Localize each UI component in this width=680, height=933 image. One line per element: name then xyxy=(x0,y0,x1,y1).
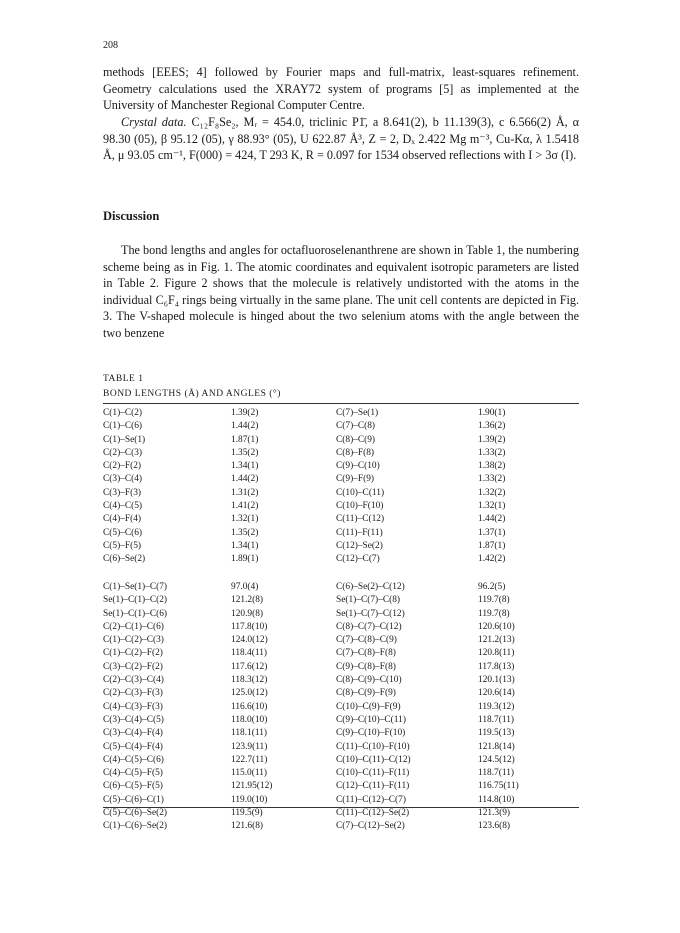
bond-label: C(3)–C(2)–F(2) xyxy=(103,661,163,672)
bond-label: C(11)–C(12)–Se(2) xyxy=(336,808,410,819)
bond-length-row xyxy=(103,540,579,553)
page-number: 208 xyxy=(103,40,118,51)
bond-label: C(8)–C(7)–C(12) xyxy=(336,621,402,632)
bond-label: C(9)–C(10)–F(10) xyxy=(336,728,406,739)
bond-value: 119.3(12) xyxy=(478,701,515,712)
bond-angle-row xyxy=(103,608,579,621)
bond-value: 121.6(8) xyxy=(231,821,264,832)
bond-value: 97.0(4) xyxy=(231,582,259,592)
discussion-paragraph: The bond lengths and angles for octafluoroselenanthrene are shown in Table 1, the numbering scheme being as in Fig. 1. The atomic coordinates and equivalent isotropic parameters are listed in Table 2. Figure 2 shows that the molecule is relatively undistorted with the atoms in the individual C₆F₄ rings being virtually in the same plane. The unit cell contents are depicted in Fig. 3. The V-shaped molecule is hinged about the two selenium atoms with the angle between the two benzene xyxy=(103,243,579,340)
bond-label: C(1)–Se(1) xyxy=(103,434,146,445)
bond-angle-row xyxy=(103,767,579,780)
bond-label: C(7)–C(8)–F(8) xyxy=(336,648,396,659)
bond-angle-row xyxy=(103,741,579,754)
bond-label: C(8)–F(8) xyxy=(336,447,375,458)
methods-paragraph: methods [EEES; 4] followed by Fourier maps and full-matrix, least-squares refinement. Geometry calculations used the XRAY72 system of programs [5] as implemented at the University of Manchester Regional Computer Centre. xyxy=(103,65,579,113)
bond-label: C(4)–F(4) xyxy=(103,514,142,525)
bond-length-row xyxy=(103,460,579,473)
bond-value: 124.5(12) xyxy=(478,754,515,765)
bond-label: C(2)–C(3)–C(4) xyxy=(103,675,164,686)
bond-value: 119.5(9) xyxy=(231,808,263,819)
bond-value: 121.3(9) xyxy=(478,808,511,819)
bond-angle-row xyxy=(103,647,579,660)
bond-value: 116.6(10) xyxy=(231,701,268,712)
bond-value: 1.33(2) xyxy=(478,447,506,458)
bond-value: 115.0(11) xyxy=(231,768,268,779)
bond-label: Se(1)–C(1)–C(2) xyxy=(103,595,168,606)
bond-label: C(9)–C(10) xyxy=(336,461,380,472)
bond-label: C(7)–C(8)–C(9) xyxy=(336,635,397,646)
bond-value: 120.6(10) xyxy=(478,621,515,632)
bond-value: 1.89(1) xyxy=(231,554,259,565)
bond-length-row xyxy=(103,434,579,447)
bond-label: C(11)–C(12)–C(7) xyxy=(336,794,406,805)
bond-angle-row xyxy=(103,634,579,647)
bond-value: 118.0(10) xyxy=(231,714,268,725)
bond-angle-row xyxy=(103,727,579,740)
bond-value: 1.34(1) xyxy=(231,461,259,472)
bond-value: 1.35(2) xyxy=(231,447,259,458)
bond-value: 118.1(11) xyxy=(231,728,268,739)
bond-value: 124.0(12) xyxy=(231,635,268,646)
crystal-data-label: Crystal data. xyxy=(121,115,187,129)
bond-label: C(1)–Se(1)–C(7) xyxy=(103,582,168,592)
bond-label: C(10)–C(11)–F(11) xyxy=(336,768,410,779)
bond-value: 122.7(11) xyxy=(231,754,268,765)
bond-value: 117.6(12) xyxy=(231,661,268,672)
bond-value: 1.39(2) xyxy=(231,408,259,418)
bond-label: C(1)–C(2) xyxy=(103,408,143,418)
bond-label: C(1)–C(6) xyxy=(103,421,143,432)
bond-label: C(8)–C(9)–F(9) xyxy=(336,688,396,699)
bond-angle-row xyxy=(103,687,579,700)
bond-angle-row xyxy=(103,701,579,714)
bond-value: 1.44(2) xyxy=(231,421,259,432)
bond-value: 1.33(2) xyxy=(478,474,506,485)
bond-value: 1.32(2) xyxy=(478,487,506,498)
bond-value: 119.7(8) xyxy=(478,595,510,606)
bond-value: 1.87(1) xyxy=(231,434,259,445)
bond-label: C(10)–C(9)–F(9) xyxy=(336,701,401,712)
bond-label: C(12)–C(7) xyxy=(336,554,380,565)
bond-value: 1.32(1) xyxy=(231,514,259,525)
bond-value: 1.31(2) xyxy=(231,487,259,498)
bond-label: C(9)–C(8)–F(8) xyxy=(336,661,396,672)
bond-value: 119.0(10) xyxy=(231,794,268,805)
bond-label: C(10)–C(11) xyxy=(336,487,385,498)
bond-label: C(5)–C(6)–Se(2) xyxy=(103,808,168,819)
bond-value: 118.4(11) xyxy=(231,648,268,659)
bond-label: C(1)–C(2)–F(2) xyxy=(103,648,163,659)
bond-label: C(7)–C(8) xyxy=(336,421,376,432)
bond-value: 1.37(1) xyxy=(478,527,506,538)
crystal-data-text: C₁₂F₈Se₂, Mᵣ = 454.0, triclinic P1̄, a 8.641(2), b 11.139(3), c 6.566(2) Å, α 98.30 (05), β 95.12 (05), γ 88.93° (05), U 622.87 Å³, Z = 2, Dₓ 2.422 Mg m⁻³, Cu-Kα, λ 1.5418 Å, μ 93.05 cm⁻¹, F(000) = 424, T 293 K, R = 0.097 for 1534 observed reflections with I > 3σ (I). xyxy=(103,115,580,163)
bond-length-row xyxy=(103,447,579,460)
bond-angle-row xyxy=(103,754,579,767)
bond-label: Se(1)–C(1)–C(6) xyxy=(103,608,168,619)
bond-value: 121.2(8) xyxy=(231,595,264,606)
bond-angle-row xyxy=(103,714,579,727)
bond-label: C(2)–C(3) xyxy=(103,447,143,458)
bond-label: Se(1)–C(7)–C(12) xyxy=(336,608,405,619)
bond-label: C(2)–F(2) xyxy=(103,461,142,472)
table-top-rule xyxy=(103,403,579,404)
bond-value: 120.8(11) xyxy=(478,648,515,659)
bond-value: 1.44(2) xyxy=(231,474,259,485)
bond-length-row xyxy=(103,487,579,500)
table-label: TABLE 1 xyxy=(103,374,144,384)
bond-label: C(5)–C(6) xyxy=(103,527,143,538)
bond-lengths-table xyxy=(103,407,579,567)
bond-value: 118.7(11) xyxy=(478,714,515,725)
bond-length-row xyxy=(103,513,579,526)
bond-length-row xyxy=(103,407,579,420)
bond-label: C(11)–F(11) xyxy=(336,527,383,538)
bond-label: C(3)–C(4)–C(5) xyxy=(103,714,164,725)
bond-value: 1.42(2) xyxy=(478,554,506,565)
bond-label: C(7)–C(12)–Se(2) xyxy=(336,821,405,832)
bond-label: C(6)–Se(2) xyxy=(103,554,146,565)
bond-length-row xyxy=(103,500,579,513)
bond-value: 1.44(2) xyxy=(478,514,506,525)
bond-value: 1.32(1) xyxy=(478,501,506,512)
bond-label: C(5)–C(6)–C(1) xyxy=(103,794,164,805)
bond-angle-row xyxy=(103,621,579,634)
table-bottom-rule xyxy=(103,807,579,808)
bond-value: 116.75(11) xyxy=(478,781,519,792)
bond-length-row xyxy=(103,553,579,566)
bond-angle-row xyxy=(103,794,579,807)
bond-label: C(4)–C(5)–F(5) xyxy=(103,768,163,779)
bond-label: C(3)–F(3) xyxy=(103,487,142,498)
bond-label: C(12)–C(11)–F(11) xyxy=(336,781,410,792)
crystal-data-paragraph xyxy=(103,114,579,164)
bond-value: 119.5(13) xyxy=(478,728,515,739)
bond-label: C(4)–C(3)–F(3) xyxy=(103,701,163,712)
bond-label: C(1)–C(6)–Se(2) xyxy=(103,821,168,832)
bond-angle-row xyxy=(103,807,579,820)
bond-value: 117.8(10) xyxy=(231,621,268,632)
bond-label: C(4)–C(5)–C(6) xyxy=(103,754,164,765)
bond-angle-row xyxy=(103,661,579,674)
bond-value: 121.95(12) xyxy=(231,781,273,792)
bond-value: 123.6(8) xyxy=(478,821,511,832)
bond-angle-row xyxy=(103,674,579,687)
bond-value: 1.35(2) xyxy=(231,527,259,538)
bond-value: 1.41(2) xyxy=(231,501,259,512)
bond-value: 125.0(12) xyxy=(231,688,268,699)
bond-label: C(7)–Se(1) xyxy=(336,408,379,418)
bond-label: C(8)–C(9) xyxy=(336,434,376,445)
bond-angle-row xyxy=(103,581,579,594)
bond-label: C(6)–C(5)–F(5) xyxy=(103,781,163,792)
bond-value: 117.8(13) xyxy=(478,661,515,672)
bond-label: C(12)–Se(2) xyxy=(336,540,383,551)
bond-angles-table xyxy=(103,581,579,834)
bond-value: 123.9(11) xyxy=(231,741,268,752)
bond-value: 121.2(13) xyxy=(478,635,515,646)
bond-value: 96.2(5) xyxy=(478,582,506,592)
bond-value: 1.34(1) xyxy=(231,540,259,551)
bond-angle-row xyxy=(103,594,579,607)
bond-label: C(1)–C(2)–C(3) xyxy=(103,635,164,646)
bond-value: 118.7(11) xyxy=(478,768,515,779)
bond-label: C(3)–C(4)–F(4) xyxy=(103,728,163,739)
bond-value: 1.90(1) xyxy=(478,408,506,418)
bond-label: C(3)–C(4) xyxy=(103,474,143,485)
bond-label: C(10)–C(11)–C(12) xyxy=(336,754,411,765)
bond-length-row xyxy=(103,473,579,486)
bond-label: C(4)–C(5) xyxy=(103,501,143,512)
bond-label: C(6)–Se(2)–C(12) xyxy=(336,582,405,592)
bond-label: C(2)–C(3)–F(3) xyxy=(103,688,163,699)
bond-value: 120.6(14) xyxy=(478,688,515,699)
bond-label: C(5)–C(4)–F(4) xyxy=(103,741,163,752)
bond-value: 120.9(8) xyxy=(231,608,264,619)
bond-value: 119.7(8) xyxy=(478,608,510,619)
bond-value: 1.87(1) xyxy=(478,540,506,551)
bond-value: 114.8(10) xyxy=(478,794,515,805)
bond-angle-row xyxy=(103,820,579,833)
discussion-heading: Discussion xyxy=(103,209,160,223)
bond-label: C(10)–F(10) xyxy=(336,501,384,512)
bond-value: 121.8(14) xyxy=(478,741,515,752)
bond-label: C(9)–F(9) xyxy=(336,474,375,485)
bond-label: C(11)–C(10)–F(10) xyxy=(336,741,410,752)
bond-label: C(11)–C(12) xyxy=(336,514,385,525)
bond-angle-row xyxy=(103,780,579,793)
bond-label: C(2)–C(1)–C(6) xyxy=(103,621,164,632)
bond-value: 120.1(13) xyxy=(478,675,515,686)
bond-label: Se(1)–C(7)–C(8) xyxy=(336,595,401,606)
bond-length-row xyxy=(103,527,579,540)
bond-value: 118.3(12) xyxy=(231,675,268,686)
bond-length-row xyxy=(103,420,579,433)
table-title: BOND LENGTHS (Å) AND ANGLES (°) xyxy=(103,389,281,399)
bond-value: 1.39(2) xyxy=(478,434,506,445)
bond-label: C(5)–F(5) xyxy=(103,540,142,551)
bond-value: 1.36(2) xyxy=(478,421,506,432)
bond-label: C(9)–C(10)–C(11) xyxy=(336,714,406,725)
bond-label: C(8)–C(9)–C(10) xyxy=(336,675,402,686)
bond-value: 1.38(2) xyxy=(478,461,506,472)
